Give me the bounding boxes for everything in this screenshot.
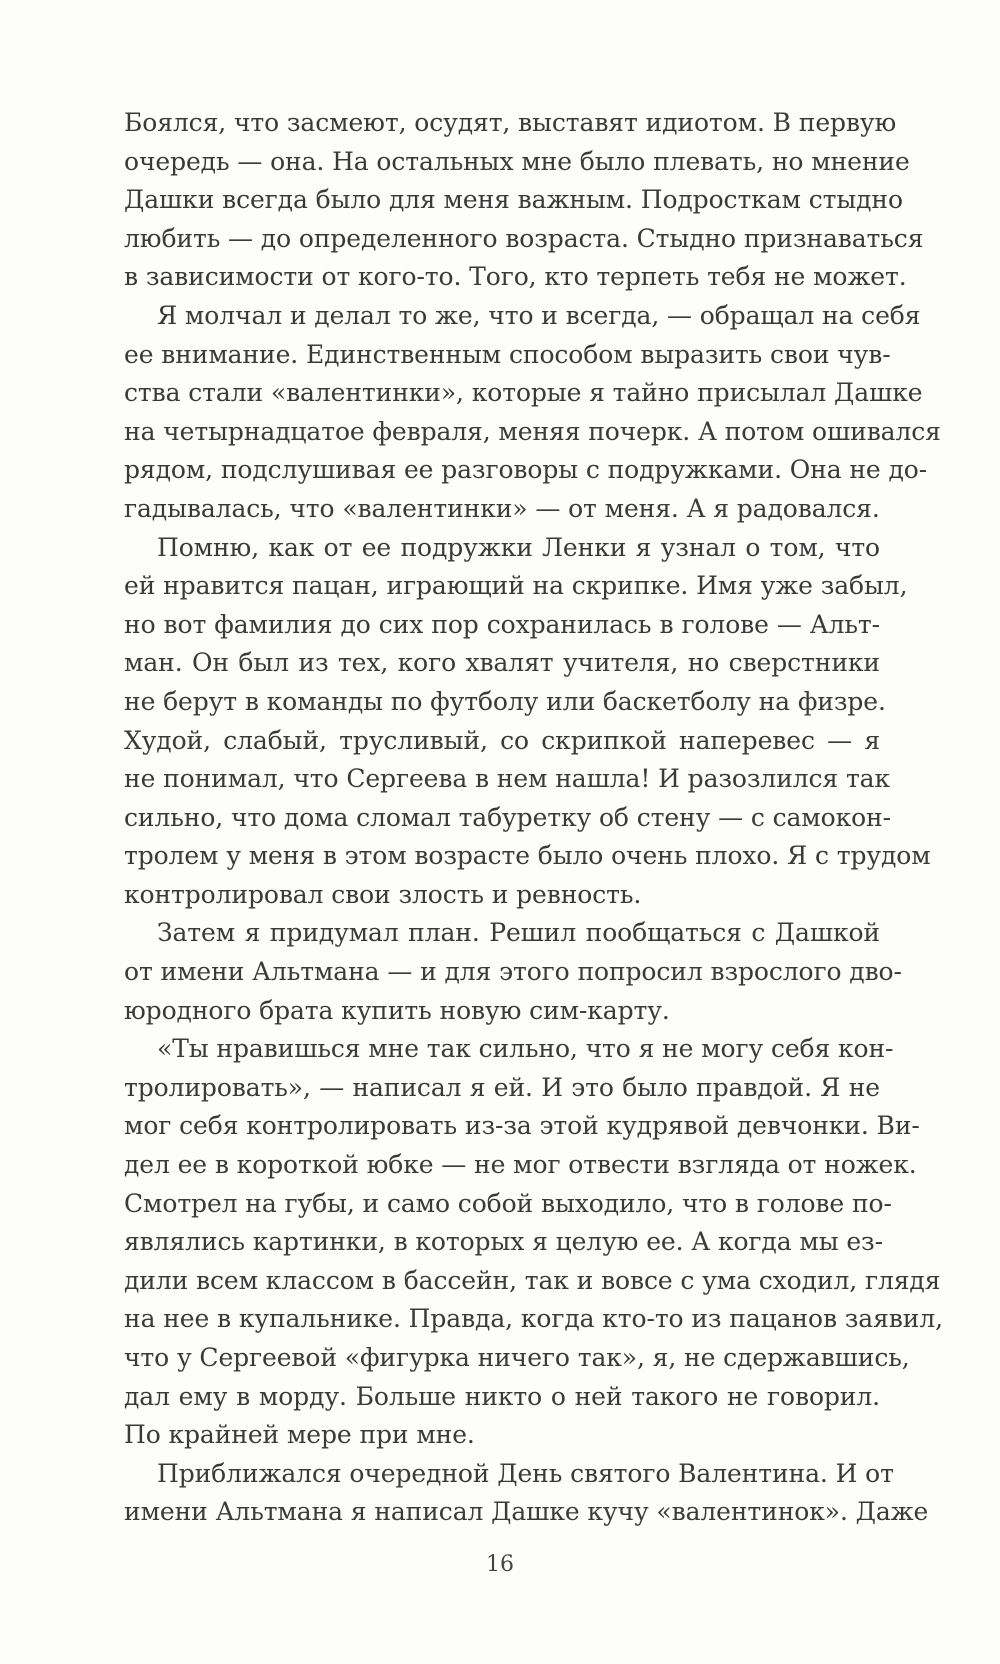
text-line: ее внимание. Единственным способом выразить свои чув- (124, 339, 891, 369)
text-line: очередь — она. На остальных мне было плевать, но мнение (124, 146, 910, 176)
text-line: ман. Он был из тех, кого хвалят учителя, но сверстники (124, 648, 880, 678)
text-line: контролировал свои злость и ревность. (124, 879, 642, 909)
text-line: но вот фамилия до сих пор сохранилась в голове — Альт- (124, 609, 880, 639)
text-line: тролировать», — написал я ей. И это было правдой. Я не (124, 1072, 880, 1102)
text-line: являлись картинки, в которых я целую ее. А когда мы ез- (124, 1227, 883, 1257)
text-line: юродного брата купить новую сим-карту. (124, 995, 670, 1025)
text-line: гадывалась, что «валентинки» — от меня. А я радовался. (124, 493, 880, 523)
page-number: 16 (486, 1552, 514, 1577)
text-line: Приближался очередной День святого Валентина. И от (157, 1458, 894, 1488)
text-line: ей нравится пацан, играющий на скрипке. Имя уже забыл, (124, 571, 908, 601)
text-line: имени Альтмана я написал Дашке кучу «валентинок». Даже (124, 1497, 929, 1527)
text-line: не берут в команды по футболу или баскетболу на физре. (124, 686, 886, 716)
text-line: не понимал, что Сергеева в нем нашла! И разозлился так (124, 764, 891, 794)
body-text (124, 104, 943, 1532)
text-line: Худой, слабый, трусливый, со скрипкой наперевес — я (124, 725, 880, 755)
text-line: тролем у меня в этом возрасте было очень плохо. Я с трудом (124, 841, 931, 871)
text-line: сильно, что дома сломал табуретку об стену — с самокон- (124, 802, 891, 832)
text-line: Помню, как от ее подружки Ленки я узнал о том, что (157, 532, 880, 562)
text-line: рядом, подслушивая ее разговоры с подружками. Она не до- (124, 455, 928, 485)
text-line: По крайней мере при мне. (124, 1420, 475, 1450)
text-line: в зависимости от кого-то. Того, кто терпеть тебя не может. (124, 262, 907, 292)
text-line: Смотрел на губы, и само собой выходило, что в голове по- (124, 1188, 892, 1218)
text-line: дал ему в морду. Больше никто о ней такого не говорил. (124, 1381, 880, 1411)
text-line: Затем я придумал план. Решил пообщаться с Дашкой (157, 918, 880, 948)
text-line: дили всем классом в бассейн, так и вовсе с ума сходил, глядя (124, 1265, 941, 1295)
text-line: «Ты нравишься мне так сильно, что я не могу себя кон- (157, 1034, 894, 1064)
text-line: любить — до определенного возраста. Стыдно признаваться (124, 223, 924, 253)
text-line: Я молчал и делал то же, что и всегда, — обращал на себя (157, 300, 921, 330)
text-line: мог себя контролировать из-за этой кудрявой девчонки. Ви- (124, 1111, 920, 1141)
text-line: Боялся, что засмеют, осудят, выставят идиотом. В первую (124, 108, 897, 137)
text-line: что у Сергеевой «фигурка ничего так», я, не сдержавшись, (124, 1343, 910, 1372)
text-line: дел ее в короткой юбке — не мог отвести взгляда от ножек. (124, 1150, 917, 1180)
text-line: ства стали «валентинки», которые я тайно присылал Дашке (124, 378, 923, 408)
text-line: на нее в купальнике. Правда, когда кто-то из пацанов заявил, (124, 1304, 943, 1334)
text-line: от имени Альтмана — и для этого попросил взрослого дво- (124, 957, 902, 987)
text-line: Дашки всегда было для меня важным. Подросткам стыдно (124, 185, 903, 215)
text-line: на четырнадцатое февраля, меняя почерк. А потом ошивался (124, 416, 941, 446)
